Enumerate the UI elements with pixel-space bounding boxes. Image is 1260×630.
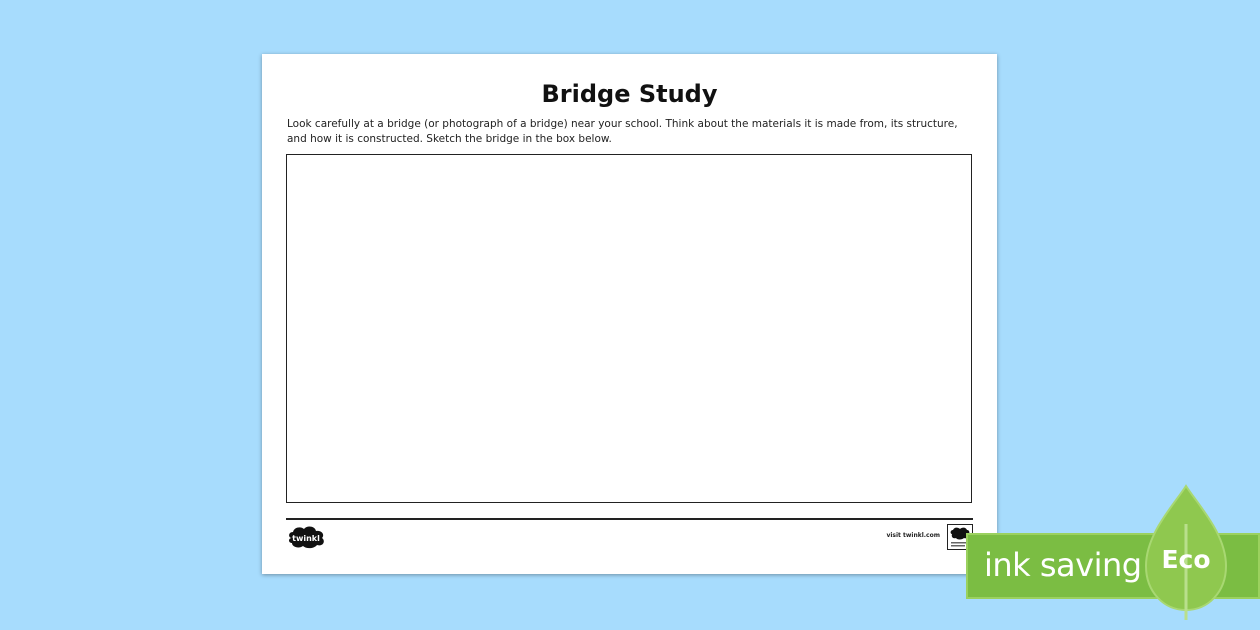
worksheet-title: Bridge Study xyxy=(541,80,718,108)
ink-saving-label: ink saving xyxy=(984,546,1142,584)
sketch-box xyxy=(286,154,972,503)
worksheet-instructions: Look carefully at a bridge (or photograph of a bridge) near your school. Think about the materials it is made from, its structure, and how it is constructed. Sketch the bridge in the box below. xyxy=(287,118,958,145)
twinkl-logo-icon xyxy=(286,524,328,550)
visit-text: visit twinkl.com xyxy=(886,532,940,539)
footer-divider xyxy=(286,518,973,520)
eco-word: Eco xyxy=(1161,545,1211,574)
worksheet-page xyxy=(262,54,997,574)
logo-text: twinkl xyxy=(292,534,320,543)
